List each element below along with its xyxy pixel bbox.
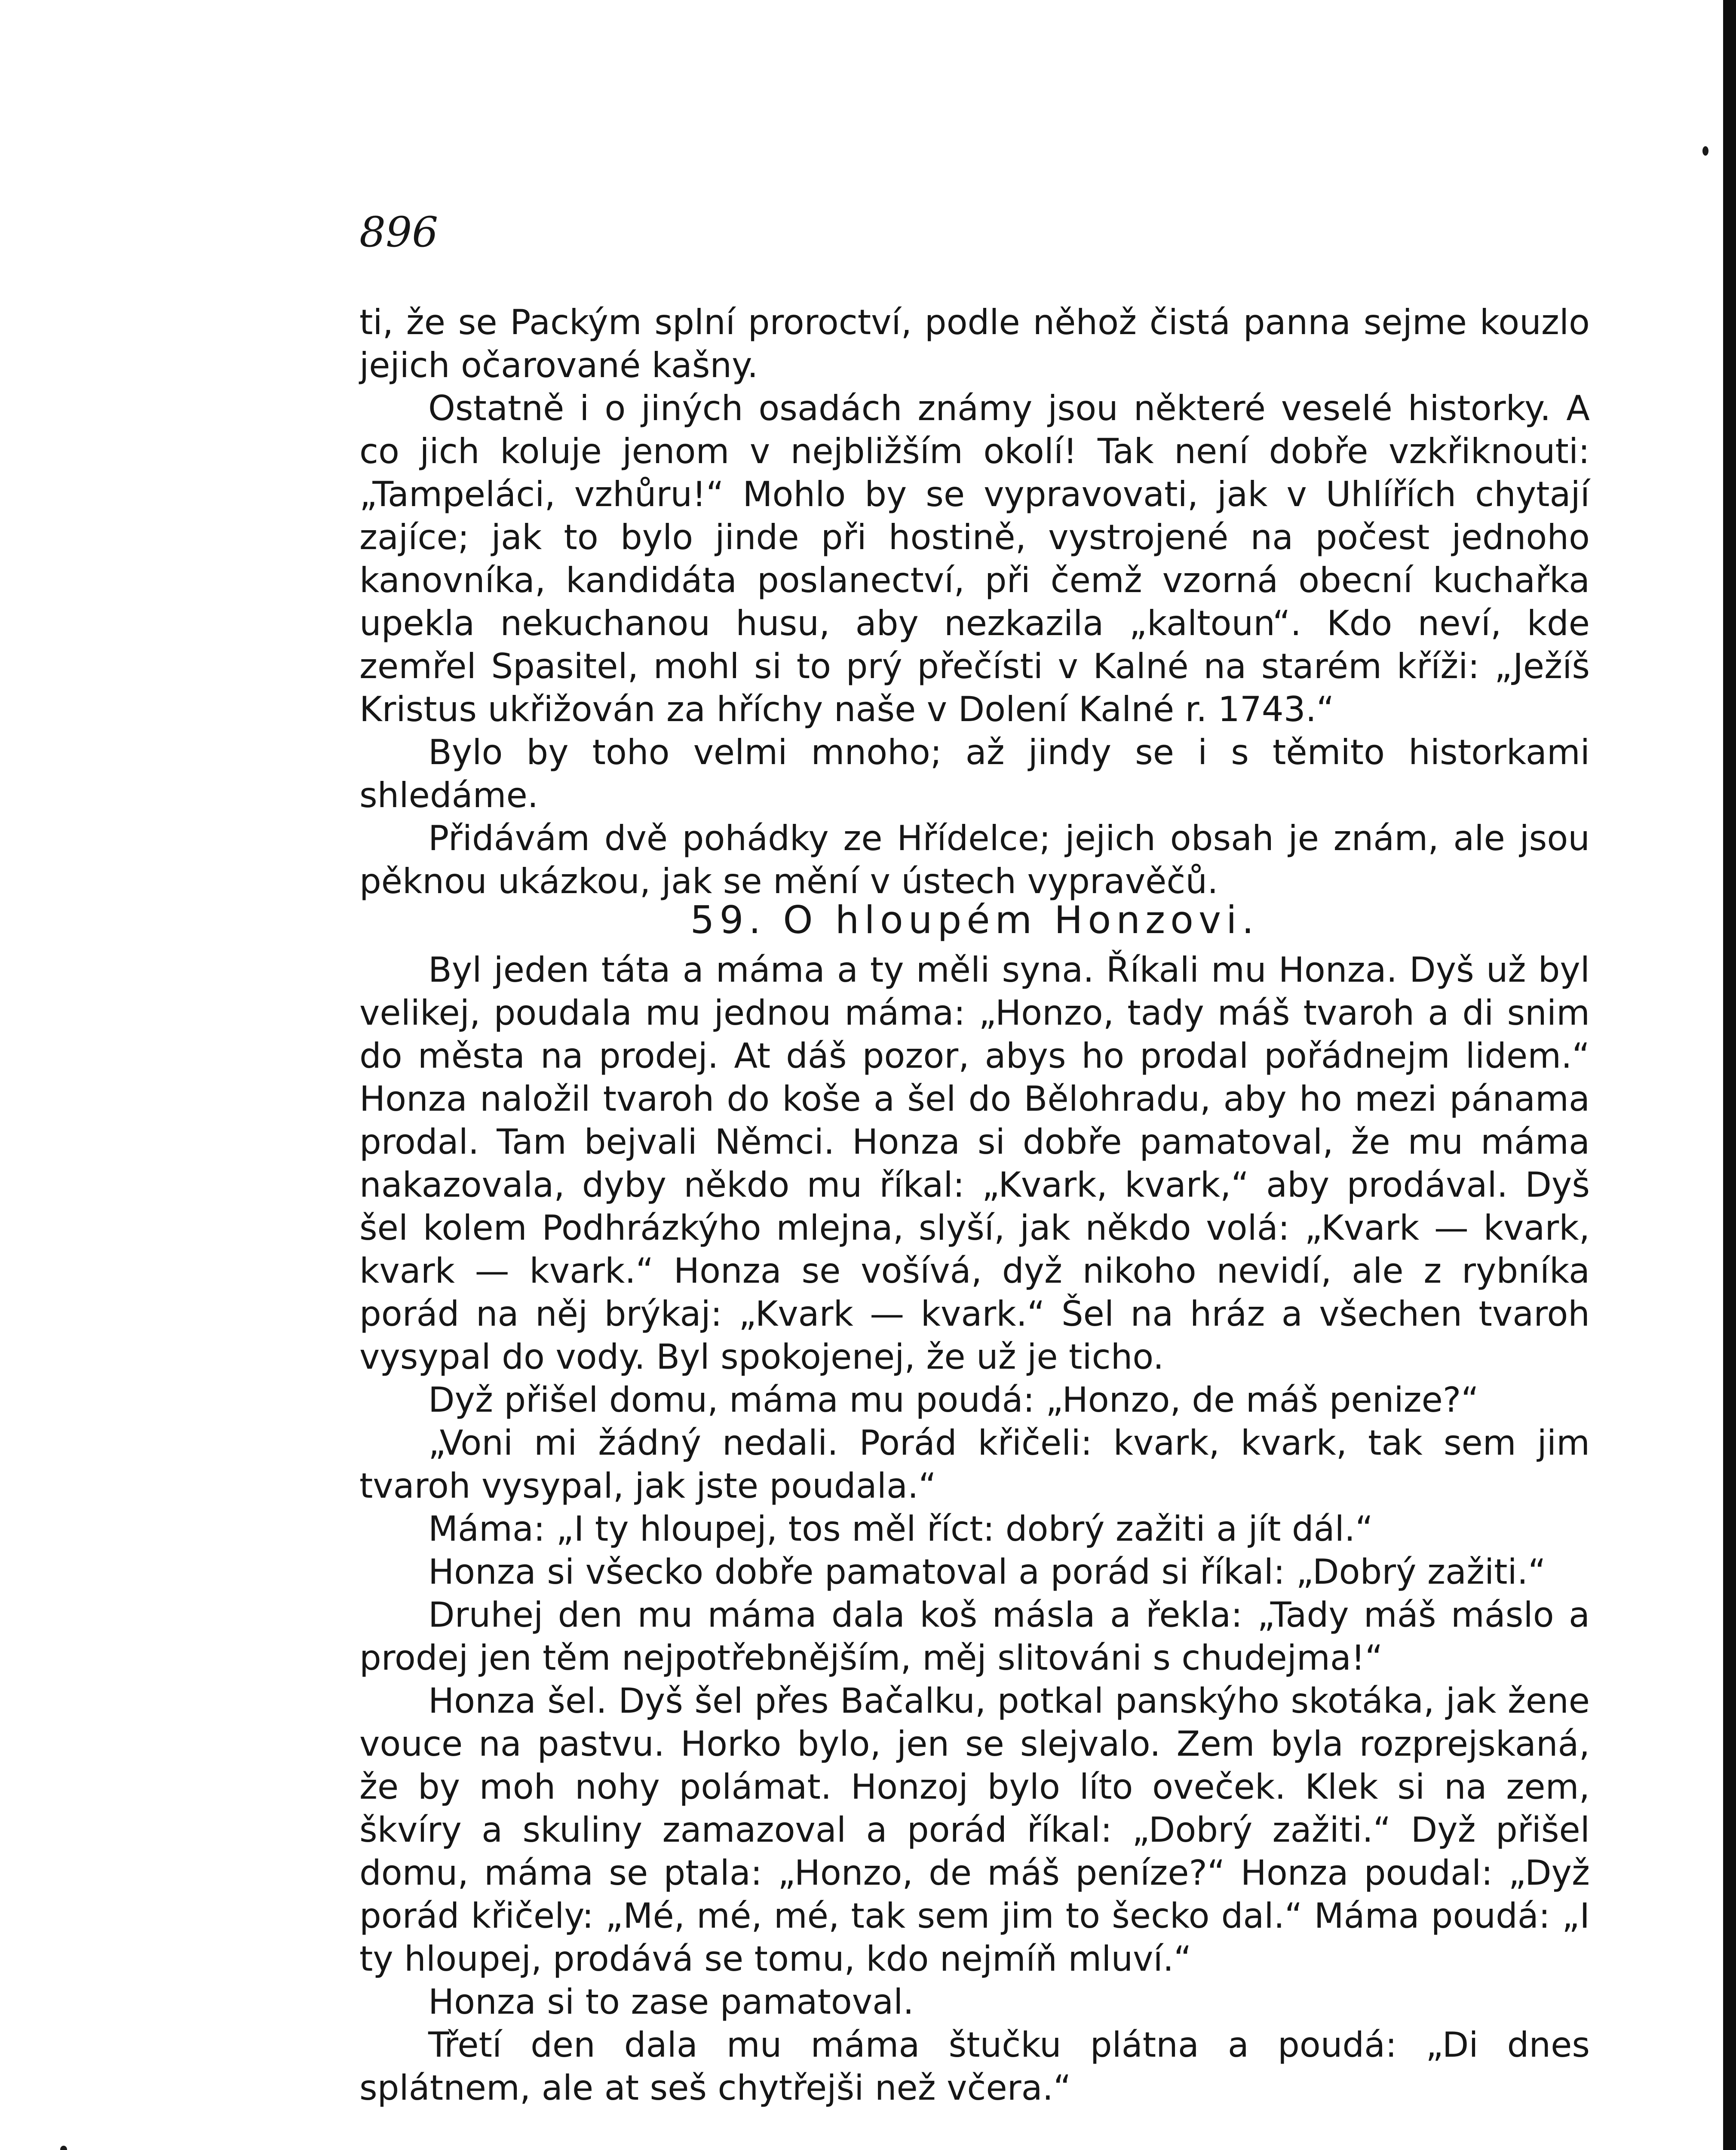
paragraph: Byl jeden táta a máma a ty měli syna. Říkali mu Honza. Dyš už byl velikej, poudala mu jednou máma: „Honzo, tady máš tvaroh a di snim do města na prodej. At dáš pozor, abys ho prodal pořádnejm lidem.“ Honza naložil tvaroh do koše a šel do Bělohradu, aby ho mezi pánama prodal. Tam bejvali Němci. Honza si dobře pamatoval, že mu máma nakazovala, dyby někdo mu říkal: „Kvark, kvark,“ aby prodával. Dyš šel kolem Podhrázkýho mlejna, slyší, jak někdo volá: „Kvark — kvark, kvark — kvark.“ Honza se vošívá, dyž nikoho nevidí, ale z rybníka porád na něj brýkaj: „Kvark — kvark.“ Šel na hráz a všechen tvaroh vysypal do vody. Byl spokojenej, že už je ticho. — [359, 950, 1590, 1377]
paragraph: Honza šel. Dyš šel přes Bačalku, potkal panskýho skotáka, jak žene vouce na pastvu. Horko bylo, jen se slejvalo. Zem byla rozprejskaná, že by moh nohy polámat. Honzoj bylo líto oveček. Klek si na zem, škvíry a skuliny zamazoval a porád říkal: „Dobrý zažiti.“ Dyž přišel domu, máma se ptala: „Honzo, de máš peníze?“ Honza poudal: „Dyž porád křičely: „Mé, mé, mé, tak sem jim to šecko dal.“ Máma poudá: „I ty hloupej, prodává se tomu, kdo nejmíň mluví.“ — [359, 1681, 1590, 1979]
paragraph: Dyž přišel domu, máma mu poudá: „Honzo, de máš penize?“ — [428, 1380, 1479, 1420]
paragraph: „Voni mi žádný nedali. Porád křičeli: kvark, kvark, tak sem jim tvaroh vysypal, jak jste poudala.“ — [359, 1423, 1590, 1506]
scan-dust-mark — [1702, 146, 1708, 156]
paragraph: Honza si to zase pamatoval. — [428, 1982, 914, 2022]
scan-dust-mark — [60, 2146, 67, 2150]
intro-text-block — [359, 301, 1590, 903]
paragraph: Bylo by toho velmi mnoho; až jindy se i s těmito historkami shledáme. — [359, 732, 1590, 815]
paragraph: ti, že se Packým splní proroctví, podle něhož čistá panna sejme kouzlo jejich očarované kašny. — [359, 302, 1590, 385]
paragraph: Třetí den dala mu máma štučku plátna a poudá: „Di dnes splátnem, ale at seš chytřejši než včera.“ — [359, 2025, 1590, 2108]
paragraph: Přidávám dvě pohádky ze Hřídelce; jejich obsah je znám, ale jsou pěknou ukázkou, jak se mění v ústech vypravěčů. — [359, 818, 1590, 901]
story-text-block — [359, 949, 1590, 2110]
section-heading: 59. O hloupém Honzovi. — [690, 898, 1259, 942]
scan-edge-shadow — [1723, 0, 1736, 2150]
page-number: 896 — [359, 208, 439, 256]
paragraph: Máma: „I ty hloupej, tos měl říct: dobrý zažiti a jít dál.“ — [428, 1509, 1373, 1549]
paragraph: Druhej den mu máma dala koš másla a řekla: „Tady máš máslo a prodej jen těm nejpotřebnějším, měj slitováni s chudejma!“ — [359, 1595, 1590, 1678]
paragraph: Honza si všecko dobře pamatoval a porád si říkal: „Dobrý zažiti.“ — [428, 1552, 1546, 1592]
paragraph: Ostatně i o jiných osadách známy jsou některé veselé historky. A co jich koluje jenom v nejbližším okolí! Tak není dobře vzkřiknouti: „Tampeláci, vzhůru!“ Mohlo by se vypravovati, jak v Uhlířích chytají zajíce; jak to bylo jinde při hostině, vystrojené na počest jednoho kanovníka, kandidáta poslanectví, při čemž vzorná obecní kuchařka upekla nekuchanou husu, aby nezkazila „kaltoun“. Kdo neví, kde zemřel Spasitel, mohl si to prý přečísti v Kalné na starém kříži: „Ježíš Kristus ukřižován za hříchy naše v Dolení Kalné r. 1743.“ — [359, 388, 1590, 729]
